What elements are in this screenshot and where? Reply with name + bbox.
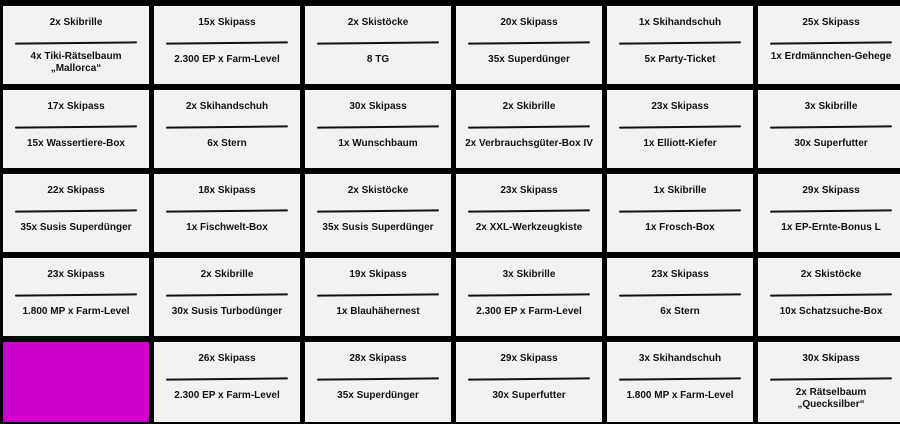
- card-bottom-reward: 2x Verbrauchsgüter-Box IV: [465, 138, 593, 149]
- card-divider: [317, 293, 439, 296]
- card-divider: [770, 209, 892, 212]
- reward-card[interactable]: [607, 342, 753, 422]
- card-divider: [619, 125, 741, 128]
- reward-card[interactable]: [607, 258, 753, 336]
- card-bottom-reward: 2x Rätselbaum „Quecksilber“: [795, 387, 867, 410]
- reward-card[interactable]: [305, 342, 451, 422]
- card-divider: [15, 293, 137, 296]
- card-divider: [770, 41, 892, 44]
- reward-card[interactable]: [758, 342, 900, 422]
- card-top-reward: 2x Skibrille: [502, 101, 556, 112]
- card-bottom-reward: 2.300 EP x Farm-Level: [476, 306, 582, 317]
- card-top-reward: 23x Skipass: [651, 269, 709, 280]
- reward-card[interactable]: [456, 6, 602, 84]
- card-bottom-reward: 1.800 MP x Farm-Level: [626, 390, 734, 401]
- card-top-reward: 2x Skibrille: [200, 269, 254, 280]
- card-bottom-reward: 10x Schatzsuche-Box: [779, 306, 883, 317]
- card-top-reward: 1x Skibrille: [653, 185, 707, 196]
- reward-card[interactable]: [607, 6, 753, 84]
- reward-card[interactable]: [305, 174, 451, 252]
- card-bottom-reward: 1x Elliott-Kiefer: [643, 138, 717, 149]
- card-bottom-reward: 1.800 MP x Farm-Level: [22, 306, 130, 317]
- card-bottom-reward: 1x Blauhähernest: [336, 306, 420, 317]
- card-top-reward: 1x Skihandschuh: [638, 17, 722, 28]
- reward-card[interactable]: [154, 6, 300, 84]
- reward-card[interactable]: [456, 258, 602, 336]
- card-bottom-reward: 30x Superfutter: [492, 390, 566, 401]
- card-divider: [770, 293, 892, 296]
- reward-card[interactable]: [154, 90, 300, 168]
- reward-card[interactable]: [456, 174, 602, 252]
- reward-card[interactable]: [758, 90, 900, 168]
- card-top-reward: 2x Skistöcke: [800, 269, 862, 280]
- card-divider: [770, 377, 892, 380]
- card-divider: [619, 41, 741, 44]
- reward-card[interactable]: [758, 258, 900, 336]
- card-top-reward: 19x Skipass: [349, 269, 407, 280]
- reward-card[interactable]: [607, 174, 753, 252]
- card-bottom-reward: 30x Susis Turbodünger: [171, 306, 283, 317]
- card-bottom-reward: 1x Fischwelt-Box: [186, 222, 268, 233]
- reward-card[interactable]: [154, 342, 300, 422]
- card-bottom-reward: 35x Susis Superdünger: [322, 222, 434, 233]
- card-bottom-reward: 1x Wunschbaum: [338, 138, 418, 149]
- card-bottom-reward: 2.300 EP x Farm-Level: [174, 54, 280, 65]
- reward-card[interactable]: [758, 6, 900, 84]
- card-top-reward: 3x Skihandschuh: [638, 353, 722, 364]
- card-top-reward: 22x Skipass: [47, 185, 105, 196]
- reward-card[interactable]: [3, 258, 149, 336]
- card-top-reward: 25x Skipass: [802, 17, 860, 28]
- card-top-reward: 26x Skipass: [198, 353, 256, 364]
- reward-card[interactable]: [305, 258, 451, 336]
- reward-card[interactable]: [456, 342, 602, 422]
- card-divider: [468, 209, 590, 212]
- reward-card[interactable]: [607, 90, 753, 168]
- card-top-reward: 2x Skibrille: [49, 17, 103, 28]
- card-divider: [317, 377, 439, 380]
- card-bottom-reward: 8 TG: [366, 54, 390, 65]
- card-bottom-reward: 35x Superdünger: [488, 54, 570, 65]
- reward-card[interactable]: [3, 174, 149, 252]
- card-divider: [166, 41, 288, 44]
- reward-card[interactable]: [3, 6, 149, 84]
- card-divider: [317, 209, 439, 212]
- card-top-reward: 18x Skipass: [198, 185, 256, 196]
- card-bottom-reward: 6x Stern: [660, 306, 700, 317]
- card-top-reward: 23x Skipass: [47, 269, 105, 280]
- card-bottom-reward: 5x Party-Ticket: [644, 54, 716, 65]
- card-bottom-reward: 4x Tiki-Rätselbaum „Mallorca“: [30, 51, 122, 74]
- card-divider: [468, 125, 590, 128]
- card-top-reward: 23x Skipass: [651, 101, 709, 112]
- card-divider: [468, 293, 590, 296]
- card-divider: [468, 41, 590, 44]
- card-top-reward: 15x Skipass: [198, 17, 256, 28]
- highlighted-card[interactable]: [3, 342, 149, 422]
- card-top-reward: 3x Skibrille: [804, 101, 858, 112]
- card-top-reward: 30x Skipass: [349, 101, 407, 112]
- card-divider: [166, 125, 288, 128]
- reward-card[interactable]: [3, 90, 149, 168]
- card-bottom-reward: 1x Frosch-Box: [645, 222, 715, 233]
- card-divider: [619, 209, 741, 212]
- card-divider: [619, 377, 741, 380]
- card-top-reward: 23x Skipass: [500, 185, 558, 196]
- reward-card[interactable]: [305, 6, 451, 84]
- card-divider: [15, 125, 137, 128]
- card-divider: [166, 293, 288, 296]
- card-top-reward: 29x Skipass: [500, 353, 558, 364]
- card-top-reward: 2x Skistöcke: [347, 185, 409, 196]
- card-divider: [468, 377, 590, 380]
- card-top-reward: 20x Skipass: [500, 17, 558, 28]
- card-divider: [166, 209, 288, 212]
- reward-card[interactable]: [456, 90, 602, 168]
- card-bottom-reward: 35x Susis Superdünger: [20, 222, 132, 233]
- card-bottom-reward: 2.300 EP x Farm-Level: [174, 390, 280, 401]
- card-top-reward: 17x Skipass: [47, 101, 105, 112]
- reward-card[interactable]: [305, 90, 451, 168]
- card-bottom-reward: 1x EP-Ernte-Bonus L: [781, 222, 881, 233]
- card-bottom-reward: 30x Superfutter: [794, 138, 868, 149]
- card-divider: [770, 125, 892, 128]
- card-top-reward: 3x Skibrille: [502, 269, 556, 280]
- card-top-reward: 2x Skihandschuh: [185, 101, 269, 112]
- card-divider: [166, 377, 288, 380]
- card-top-reward: 28x Skipass: [349, 353, 407, 364]
- card-top-reward: 30x Skipass: [802, 353, 860, 364]
- card-bottom-reward: 15x Wassertiere-Box: [26, 138, 125, 149]
- card-bottom-reward: 2x XXL-Werkzeugkiste: [475, 222, 583, 233]
- card-bottom-reward: 1x Erdmännchen-Gehege: [770, 51, 892, 62]
- card-divider: [15, 41, 137, 44]
- reward-card[interactable]: [758, 174, 900, 252]
- card-divider: [15, 209, 137, 212]
- card-bottom-reward: 35x Superdünger: [337, 390, 419, 401]
- card-divider: [619, 293, 741, 296]
- card-top-reward: 29x Skipass: [802, 185, 860, 196]
- card-divider: [317, 125, 439, 128]
- card-top-reward: 2x Skistöcke: [347, 17, 409, 28]
- reward-card[interactable]: [154, 174, 300, 252]
- card-bottom-reward: 6x Stern: [207, 138, 247, 149]
- reward-card[interactable]: [154, 258, 300, 336]
- card-divider: [317, 41, 439, 44]
